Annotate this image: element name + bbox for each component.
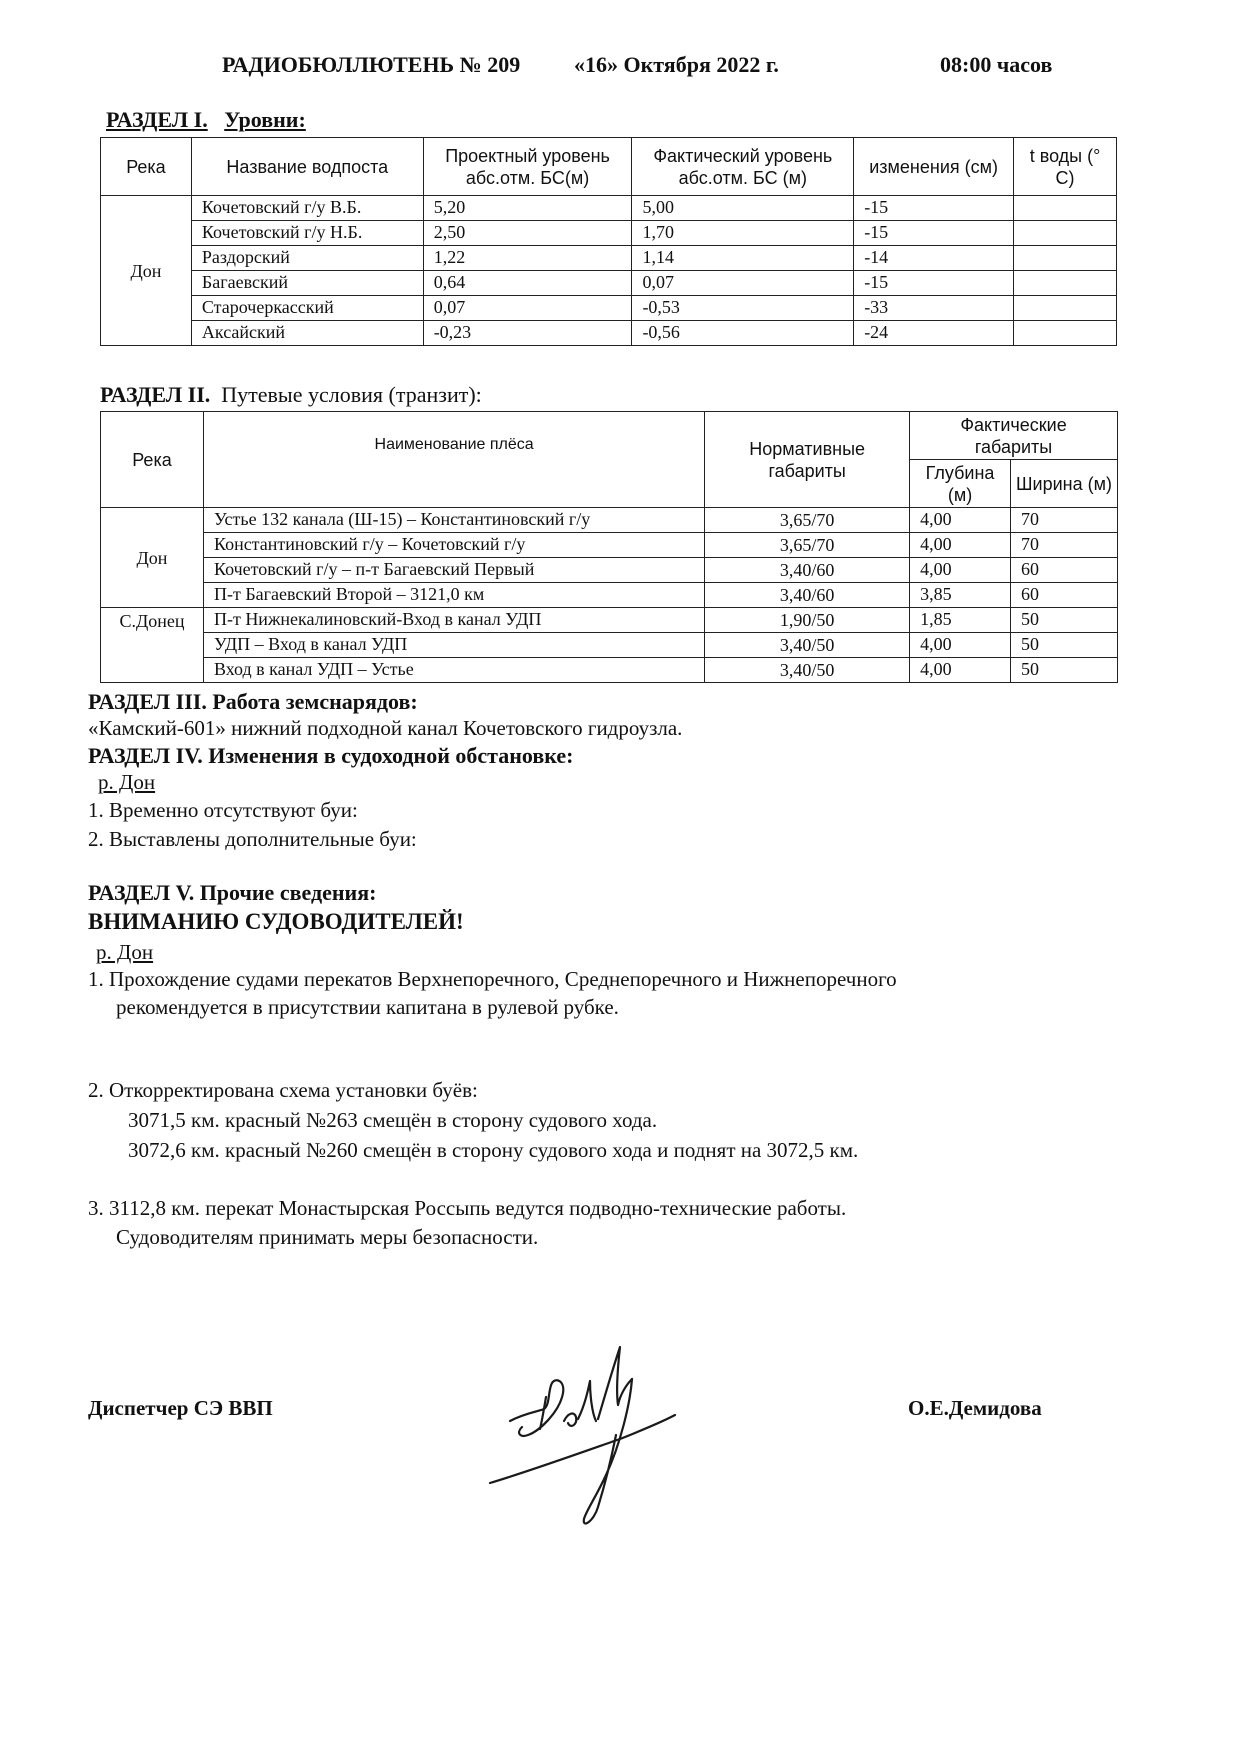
actual-level: 1,14	[632, 246, 854, 271]
col-project-level: Проектный уровень абс.отм. БС(м)	[423, 138, 632, 196]
actual-depth: 4,00	[910, 508, 1011, 533]
project-level: 0,64	[423, 271, 632, 296]
col-change: изменения (см)	[854, 138, 1014, 196]
river-cell: Дон	[101, 196, 192, 346]
actual-width: 50	[1011, 633, 1118, 658]
station-name: Багаевский	[191, 271, 423, 296]
level-change: -14	[854, 246, 1014, 271]
bulletin-date: «16» Октября 2022 г.	[574, 52, 779, 77]
section5-river: р. Дон	[96, 940, 154, 964]
col-station: Название водпоста	[191, 138, 423, 196]
item3-line2: Судоводителям принимать меры безопасности.	[116, 1225, 539, 1249]
table-row	[101, 271, 1117, 296]
section1-subtitle: Уровни:	[224, 107, 306, 132]
normative-dims: 3,40/60	[705, 583, 910, 608]
actual-depth: 3,85	[910, 583, 1011, 608]
section1-title: РАЗДЕЛ I.	[106, 107, 208, 132]
project-level: -0,23	[423, 321, 632, 346]
section4-river: р. Дон	[98, 770, 156, 794]
actual-depth: 4,00	[910, 533, 1011, 558]
actual-depth: 1,85	[910, 608, 1011, 633]
attention-title: ВНИМАНИЮ СУДОВОДИТЕЛЕЙ!	[88, 909, 464, 934]
actual-width: 50	[1011, 658, 1118, 683]
dispatcher-name: О.Е.Демидова	[908, 1396, 1042, 1420]
actual-depth: 4,00	[910, 658, 1011, 683]
table-row	[101, 608, 1118, 633]
table-row	[101, 558, 1118, 583]
table-row	[101, 658, 1118, 683]
stretch-name: Константиновский г/у – Кочетовский г/у	[203, 533, 704, 558]
project-level: 0,07	[423, 296, 632, 321]
item3-line1: 3. 3112,8 км. перекат Монастырская Россыпь ведутся подводно-технические работы.	[88, 1196, 847, 1220]
water-temp	[1014, 196, 1117, 221]
actual-depth: 4,00	[910, 558, 1011, 583]
station-name: Аксайский	[191, 321, 423, 346]
stretch-name: УДП – Вход в канал УДП	[203, 633, 704, 658]
normative-dims: 3,65/70	[705, 533, 910, 558]
station-name: Кочетовский г/у В.Б.	[191, 196, 423, 221]
project-level: 5,20	[423, 196, 632, 221]
normative-dims: 1,90/50	[705, 608, 910, 633]
level-change: -15	[854, 271, 1014, 296]
item1-line1: 1. Прохождение судами перекатов Верхнепоречного, Среднепоречного и Нижнепоречного	[88, 967, 897, 991]
stretch-name: Устье 132 канала (Ш-15) – Константиновский г/у	[203, 508, 704, 533]
section1-heading	[106, 107, 306, 133]
handwritten-signature	[470, 1335, 710, 1535]
water-temp	[1014, 246, 1117, 271]
table-row	[101, 321, 1117, 346]
table-row	[101, 246, 1117, 271]
section5-title: РАЗДЕЛ V. Прочие сведения:	[88, 880, 377, 905]
water-temp	[1014, 271, 1117, 296]
level-change: -24	[854, 321, 1014, 346]
levels-header-row	[101, 138, 1117, 196]
col-width: Ширина (м)	[1011, 460, 1118, 508]
level-change: -15	[854, 221, 1014, 246]
normative-dims: 3,40/50	[705, 633, 910, 658]
table-row	[101, 221, 1117, 246]
col-water-temp: t воды (° С)	[1014, 138, 1117, 196]
table-row	[101, 196, 1117, 221]
level-change: -33	[854, 296, 1014, 321]
actual-depth: 4,00	[910, 633, 1011, 658]
station-name: Старочеркасский	[191, 296, 423, 321]
table-row	[101, 533, 1118, 558]
level-change: -15	[854, 196, 1014, 221]
table-row	[101, 633, 1118, 658]
col-depth: Глубина (м)	[910, 460, 1011, 508]
col-river: Река	[101, 412, 204, 508]
actual-width: 60	[1011, 558, 1118, 583]
water-temp	[1014, 221, 1117, 246]
section3-title: РАЗДЕЛ III. Работа земснарядов:	[88, 689, 418, 714]
section2-heading	[100, 382, 482, 408]
col-actual: Фактические габариты	[910, 412, 1118, 460]
actual-width: 70	[1011, 533, 1118, 558]
item2-line3: 3072,6 км. красный №260 смещён в сторону судового хода и поднят на 3072,5 км.	[128, 1138, 859, 1162]
actual-width: 60	[1011, 583, 1118, 608]
actual-level: 1,70	[632, 221, 854, 246]
normative-dims: 3,65/70	[705, 508, 910, 533]
normative-dims: 3,40/50	[705, 658, 910, 683]
river-cell: Дон	[101, 508, 204, 608]
transit-header-row	[101, 412, 1118, 460]
item2-line1: 2. Откорректирована схема установки буёв:	[88, 1078, 478, 1102]
water-temp	[1014, 321, 1117, 346]
actual-width: 50	[1011, 608, 1118, 633]
levels-table	[100, 137, 1117, 346]
item1-line2: рекомендуется в присутствии капитана в рулевой рубке.	[116, 995, 619, 1019]
stretch-name: Кочетовский г/у – п-т Багаевский Первый	[203, 558, 704, 583]
table-row	[101, 296, 1117, 321]
section2-title: РАЗДЕЛ II.	[100, 382, 211, 407]
transit-table	[100, 411, 1118, 683]
stretch-name: Вход в канал УДП – Устье	[203, 658, 704, 683]
col-stretch: Наименование плёса	[203, 412, 704, 508]
project-level: 1,22	[423, 246, 632, 271]
actual-level: 0,07	[632, 271, 854, 296]
actual-level: -0,53	[632, 296, 854, 321]
stretch-name: П-т Багаевский Второй – 3121,0 км	[203, 583, 704, 608]
station-name: Раздорский	[191, 246, 423, 271]
table-row	[101, 583, 1118, 608]
bulletin-title: РАДИОБЮЛЛЮТЕНЬ № 209	[222, 52, 521, 77]
section4-title: РАЗДЕЛ IV. Изменения в судоходной обстановке:	[88, 743, 574, 768]
table-row	[101, 508, 1118, 533]
actual-level: 5,00	[632, 196, 854, 221]
actual-level: -0,56	[632, 321, 854, 346]
col-normative: Нормативные габариты	[705, 412, 910, 508]
bulletin-time: 08:00 часов	[940, 52, 1053, 77]
section4-item: 2. Выставлены дополнительные буи:	[88, 827, 417, 851]
project-level: 2,50	[423, 221, 632, 246]
section2-subtitle: Путевые условия (транзит):	[221, 382, 482, 407]
river-cell: С.Донец	[101, 608, 204, 683]
actual-width: 70	[1011, 508, 1118, 533]
normative-dims: 3,40/60	[705, 558, 910, 583]
item2-line2: 3071,5 км. красный №263 смещён в сторону судового хода.	[128, 1108, 658, 1132]
stretch-name: П-т Нижнекалиновский-Вход в канал УДП	[203, 608, 704, 633]
section3-text: «Камский-601» нижний подходной канал Кочетовского гидроузла.	[88, 716, 683, 740]
col-river: Река	[101, 138, 192, 196]
col-actual-level: Фактический уровень абс.отм. БС (м)	[632, 138, 854, 196]
section4-item: 1. Временно отсутствуют буи:	[88, 798, 358, 822]
dispatcher-role: Диспетчер СЭ ВВП	[88, 1396, 273, 1420]
station-name: Кочетовский г/у Н.Б.	[191, 221, 423, 246]
water-temp	[1014, 296, 1117, 321]
